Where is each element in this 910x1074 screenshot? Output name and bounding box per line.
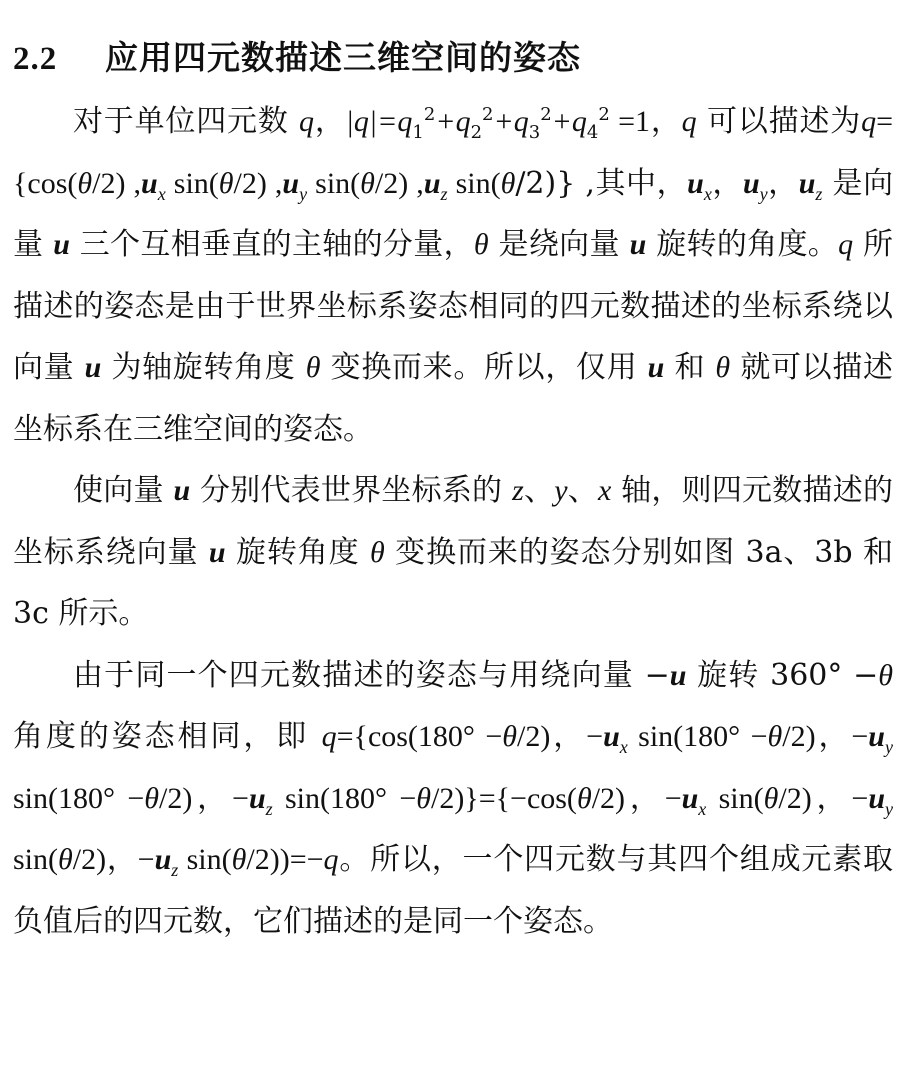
text: 角度的姿态相同，即 (13, 719, 322, 754)
text: sin(180° − (627, 720, 768, 753)
vec-u: u (629, 228, 647, 261)
text: /2)，− (591, 781, 682, 815)
norm-expr: |q|=q (345, 105, 413, 138)
subscript: x (698, 798, 707, 819)
text: ={cos(180° − (336, 720, 503, 753)
vec-u: u (53, 228, 70, 261)
var-q: q (838, 228, 854, 261)
text: 分别代表世界坐标系的 (190, 473, 513, 508)
text: sin( (307, 166, 361, 200)
var-theta: θ (715, 351, 731, 384)
paragraph-3 (13, 645, 893, 953)
var-theta: θ (360, 166, 375, 200)
text: /2) , (233, 166, 283, 200)
text: 变换而来。所以，仅用 (320, 350, 648, 385)
var-q: q (321, 720, 337, 753)
vec-u: u (647, 351, 665, 384)
text: /2)} ,其中， (515, 165, 688, 201)
paragraph-2 (13, 460, 893, 645)
vec-u: u (141, 166, 158, 200)
subscript: y (884, 737, 893, 757)
text: =1， (609, 105, 682, 138)
text: 由于同一个四元数描述的姿态与用绕向量 − (73, 657, 670, 693)
text: sin( (13, 843, 58, 876)
text: /2) , (92, 166, 142, 200)
text: 、 (567, 473, 599, 508)
vec-u: u (173, 474, 191, 507)
subscript: 4 (586, 122, 599, 143)
var-theta: θ (58, 843, 73, 876)
text: 旋转角度 (225, 534, 370, 570)
subscript: z (265, 798, 273, 819)
section-number: 2.2 (13, 41, 58, 77)
vec-u: u (681, 781, 699, 815)
var-theta: θ (763, 781, 779, 815)
vec-u: u (208, 535, 226, 569)
subscript: 2 (470, 122, 483, 143)
text: 可以描述为 (696, 104, 862, 139)
text: /2)，− (778, 781, 869, 815)
var-theta: θ (502, 720, 517, 753)
subscript: 1 (412, 122, 424, 143)
vec-u: u (669, 658, 687, 692)
subscript: z (440, 183, 448, 204)
superscript: 2 (482, 104, 494, 125)
superscript: 2 (598, 104, 610, 125)
var-theta: θ (767, 720, 783, 753)
text: /2)}={−cos( (430, 781, 577, 815)
var-theta: θ (500, 166, 516, 200)
text: /2)，− (782, 720, 869, 753)
subscript: 3 (528, 122, 541, 143)
var-theta: θ (231, 843, 247, 876)
subscript: x (703, 183, 712, 204)
var-theta: θ (77, 166, 93, 200)
var-theta: θ (576, 781, 592, 815)
text: sin(180° − (13, 781, 145, 815)
text: sin( (447, 166, 501, 200)
var-theta: θ (473, 228, 489, 261)
paper-page (13, 28, 893, 952)
vec-u: u (742, 166, 760, 200)
text: 就可以描述坐标系在三维空间的姿态。 (13, 350, 894, 447)
section-heading (13, 28, 893, 89)
var-theta: θ (878, 658, 893, 692)
vec-u: u (868, 720, 885, 753)
subscript: x (157, 183, 166, 204)
text: 轴，则四元数描述的坐标系绕向量 (13, 473, 893, 570)
superscript: 2 (540, 104, 552, 125)
text: 是绕向量 (488, 227, 630, 262)
axis-x: x (598, 474, 612, 507)
var-theta: θ (305, 351, 321, 384)
text: /2) , (374, 166, 424, 200)
var-theta: θ (369, 535, 385, 569)
text: ={cos( (13, 105, 893, 200)
subscript: y (885, 798, 893, 819)
text: /2)，− (517, 720, 604, 753)
text: 。所以，一个四元数与其四个组成元素取负值后的四元数，它们描述的是同一个姿态。 (13, 842, 894, 939)
text: 、 (523, 473, 555, 508)
paragraph-1 (13, 91, 893, 460)
text: 变换而来的姿态分别如图 3a、3b 和 3c 所示。 (13, 534, 893, 631)
subscript: x (619, 737, 628, 757)
vec-u: u (798, 166, 816, 200)
var-theta: θ (218, 166, 234, 200)
vec-u: u (423, 166, 441, 200)
var-q: q (323, 843, 339, 876)
subscript: z (815, 183, 823, 204)
subscript: z (171, 860, 179, 880)
vec-u: u (868, 781, 885, 815)
text: 旋转 360° − (686, 657, 879, 693)
text: sin( (706, 781, 764, 815)
var-q: q (299, 105, 315, 138)
var-theta: θ (416, 781, 431, 815)
text: ， (711, 165, 743, 201)
var-q: q (681, 105, 697, 138)
text: 是向量 (13, 165, 894, 262)
vec-u: u (248, 781, 266, 815)
text: 所描述的姿态是由于世界坐标系姿态相同的四元数描述的坐标系绕以向量 (13, 227, 893, 385)
text: 使向量 (73, 473, 174, 508)
superscript: 2 (423, 104, 436, 125)
vec-u: u (84, 351, 102, 384)
text: 旋转的角度。 (646, 227, 839, 262)
text: sin( (165, 166, 219, 200)
var-q: q (861, 105, 877, 138)
text: ， (767, 165, 799, 201)
text: ， (314, 104, 346, 139)
vec-u: u (282, 166, 300, 200)
text: 和 (664, 350, 716, 385)
expr: +q (435, 105, 471, 138)
axis-z: z (512, 474, 524, 507)
text: /2)，− (159, 781, 249, 815)
axis-y: y (554, 474, 568, 507)
section-title: 应用四元数描述三维空间的姿态 (105, 38, 581, 77)
text: 三个互相垂直的主轴的分量， (69, 227, 474, 262)
var-theta: θ (144, 781, 160, 815)
vec-u: u (603, 720, 620, 753)
expr: +q (551, 105, 587, 138)
text: /2))=− (246, 843, 324, 876)
expr: +q (493, 105, 529, 138)
text: 对于单位四元数 (73, 104, 300, 139)
subscript: y (759, 183, 768, 204)
subscript: y (299, 183, 308, 204)
text: 为轴旋转角度 (101, 350, 306, 385)
text: /2)，− (72, 843, 155, 876)
vec-u: u (154, 843, 172, 876)
text: sin(180° − (272, 781, 417, 815)
text: sin( (178, 843, 232, 876)
vec-u: u (687, 166, 704, 200)
